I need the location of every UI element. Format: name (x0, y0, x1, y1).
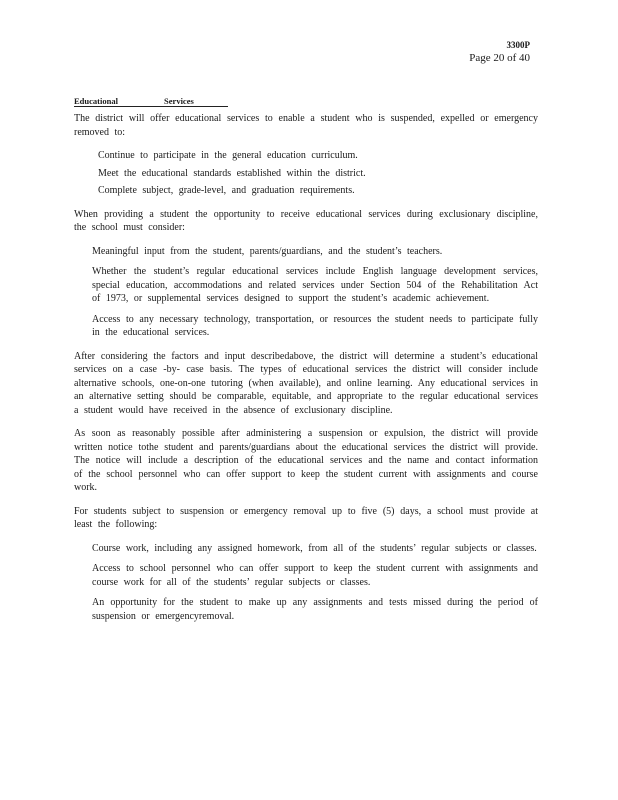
consider-paragraph: When providing a student the opportunity to receive educational services during exclusionary discipline, the school must consider: (74, 208, 538, 233)
five-days-paragraph: For students subject to suspension or emergency removal up to five (5) days, a school must provide at least the following: (74, 505, 538, 530)
intro-bullet-list (74, 149, 538, 198)
notice-paragraph: As soon as reasonably possible after administering a suspension or expulsion, the district will provide written notice tothe student and parents/guardians about the educational services the district will provide. The notice will include a description of the educational services and the name and contact information of the school personnel who can offer support to keep the student current with assignments and course work. (74, 428, 538, 493)
list-item: Whether the student’s regular educational services include English language development services, special education, accommodations and related services under Section 504 of the Rehabilitation Act of 1973, or supplemental services designed to support the student’s academic achievement. (92, 266, 538, 304)
five-days-bullet-list (74, 542, 538, 624)
consider-bullet-list (74, 245, 538, 340)
list-item: Continue to participate in the general education curriculum. (98, 150, 358, 161)
intro-paragraph: The district will offer educational services to enable a student who is suspended, expelled or emergency removed to: (74, 113, 538, 138)
list-item: Access to any necessary technology, transportation, or resources the student needs to participate fully in the educational services. (92, 313, 538, 338)
list-item: Meaningful input from the student, parents/guardians, and the student’s teachers. (92, 245, 443, 257)
list-item: Access to school personnel who can offer support to keep the student current with assignments and course work for all of the students’ regular subjects or classes. (92, 563, 538, 588)
after-considering-paragraph: After considering the factors and input describedabove, the district will determine a student’s educational services on a case -by- case basis. The types of educational services the district will consider include alternative schools, one-on-one tutoring (when available), and online learning. Any educational services in an alternative setting should be comparable, equitable, and appropriate to the regular educational services a student would have received in the absence of exclusionary discipline. (74, 350, 538, 416)
list-item: Meet the educational standards established within the district. (98, 167, 366, 179)
document-code: 3300P (506, 40, 530, 50)
list-item: Course work, including any assigned homework, from all of the students’ regular subjects or classes. (92, 542, 537, 554)
page-number: Page 20 of 40 (469, 52, 530, 64)
list-item: Complete subject, grade-level, and graduation requirements. (98, 185, 355, 196)
document-body (74, 112, 538, 633)
section-title: Educational Services (74, 96, 228, 107)
list-item: An opportunity for the student to make up any assignments and tests missed during the period of suspension or emergencyremoval. (92, 597, 538, 622)
